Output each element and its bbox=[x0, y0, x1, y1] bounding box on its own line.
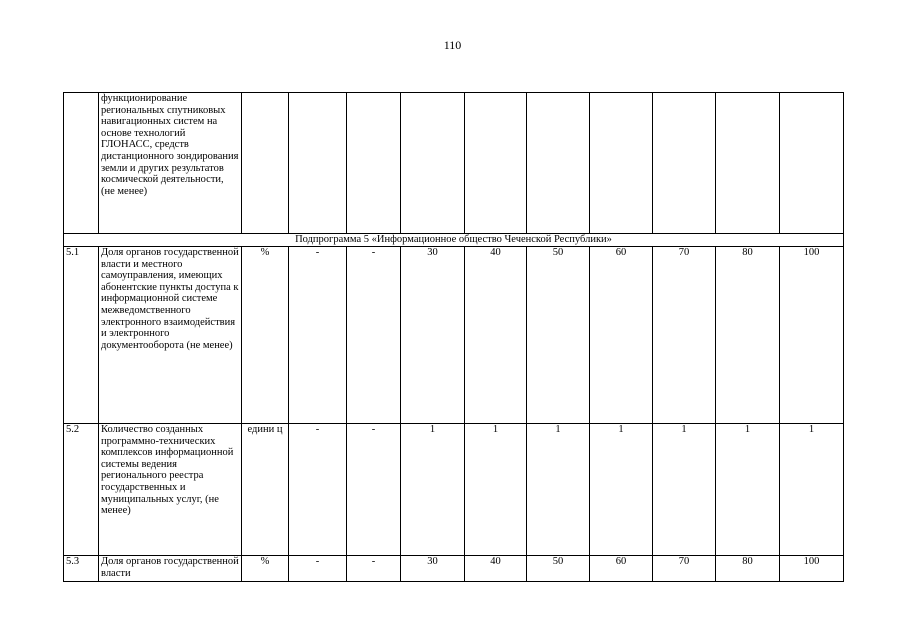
value-cell: 1 bbox=[716, 424, 780, 556]
indicator-description: Доля органов государственной власти и местного самоуправления, имеющих абонентские пункты доступа к информационной системе межведомственного электронного взаимодействия и электронного документооборота (не менее) bbox=[99, 247, 242, 424]
value-cell: 1 bbox=[465, 424, 527, 556]
value-cell: 60 bbox=[590, 247, 653, 424]
value-cell bbox=[289, 93, 347, 234]
indicator-description: Количество созданных программно-технических комплексов информационной системы ведения регионального реестра государственных и муниципальных услуг, (не менее) bbox=[99, 424, 242, 556]
value-cell: - bbox=[289, 556, 347, 582]
value-cell bbox=[347, 93, 401, 234]
value-cell bbox=[716, 93, 780, 234]
value-cell: - bbox=[347, 556, 401, 582]
table-row-continuation bbox=[64, 93, 844, 234]
value-cell bbox=[780, 93, 844, 234]
value-cell: 1 bbox=[527, 424, 590, 556]
table-row bbox=[64, 247, 844, 424]
section-header-row bbox=[64, 234, 844, 247]
indicators-table bbox=[63, 92, 844, 582]
value-cell: 30 bbox=[401, 556, 465, 582]
unit-cell: % bbox=[242, 556, 289, 582]
value-cell: 50 bbox=[527, 247, 590, 424]
value-cell: 1 bbox=[780, 424, 844, 556]
value-cell bbox=[590, 93, 653, 234]
value-cell: 80 bbox=[716, 247, 780, 424]
value-cell: - bbox=[289, 247, 347, 424]
row-number: 5.3 bbox=[64, 556, 99, 582]
unit-cell: % bbox=[242, 247, 289, 424]
value-cell: 100 bbox=[780, 247, 844, 424]
value-cell: 1 bbox=[590, 424, 653, 556]
unit-cell: едини ц bbox=[242, 424, 289, 556]
row-number: 5.2 bbox=[64, 424, 99, 556]
value-cell: 70 bbox=[653, 556, 716, 582]
table-row bbox=[64, 424, 844, 556]
table-row bbox=[64, 556, 844, 582]
value-cell: 50 bbox=[527, 556, 590, 582]
value-cell: 100 bbox=[780, 556, 844, 582]
section-title: Подпрограмма 5 «Информационное общество Чеченской Республики» bbox=[64, 234, 844, 247]
value-cell: 60 bbox=[590, 556, 653, 582]
indicator-description: Доля органов государственной власти bbox=[99, 556, 242, 582]
value-cell: 40 bbox=[465, 247, 527, 424]
value-cell bbox=[465, 93, 527, 234]
value-cell: 30 bbox=[401, 247, 465, 424]
value-cell bbox=[401, 93, 465, 234]
value-cell: 1 bbox=[653, 424, 716, 556]
value-cell: - bbox=[347, 424, 401, 556]
value-cell bbox=[527, 93, 590, 234]
value-cell: 1 bbox=[401, 424, 465, 556]
value-cell: 80 bbox=[716, 556, 780, 582]
value-cell: 40 bbox=[465, 556, 527, 582]
indicator-description: функционирование региональных спутниковых навигационных систем на основе технологий ГЛОНАСС, средств дистанционного зондирования земли и других результатов космической деятельности, (не менее) bbox=[99, 93, 242, 234]
value-cell: - bbox=[347, 247, 401, 424]
row-number: 5.1 bbox=[64, 247, 99, 424]
value-cell bbox=[653, 93, 716, 234]
value-cell: - bbox=[289, 424, 347, 556]
page-number: 110 bbox=[443, 38, 462, 52]
unit-cell bbox=[242, 93, 289, 234]
value-cell: 70 bbox=[653, 247, 716, 424]
row-number-cell bbox=[64, 93, 99, 234]
